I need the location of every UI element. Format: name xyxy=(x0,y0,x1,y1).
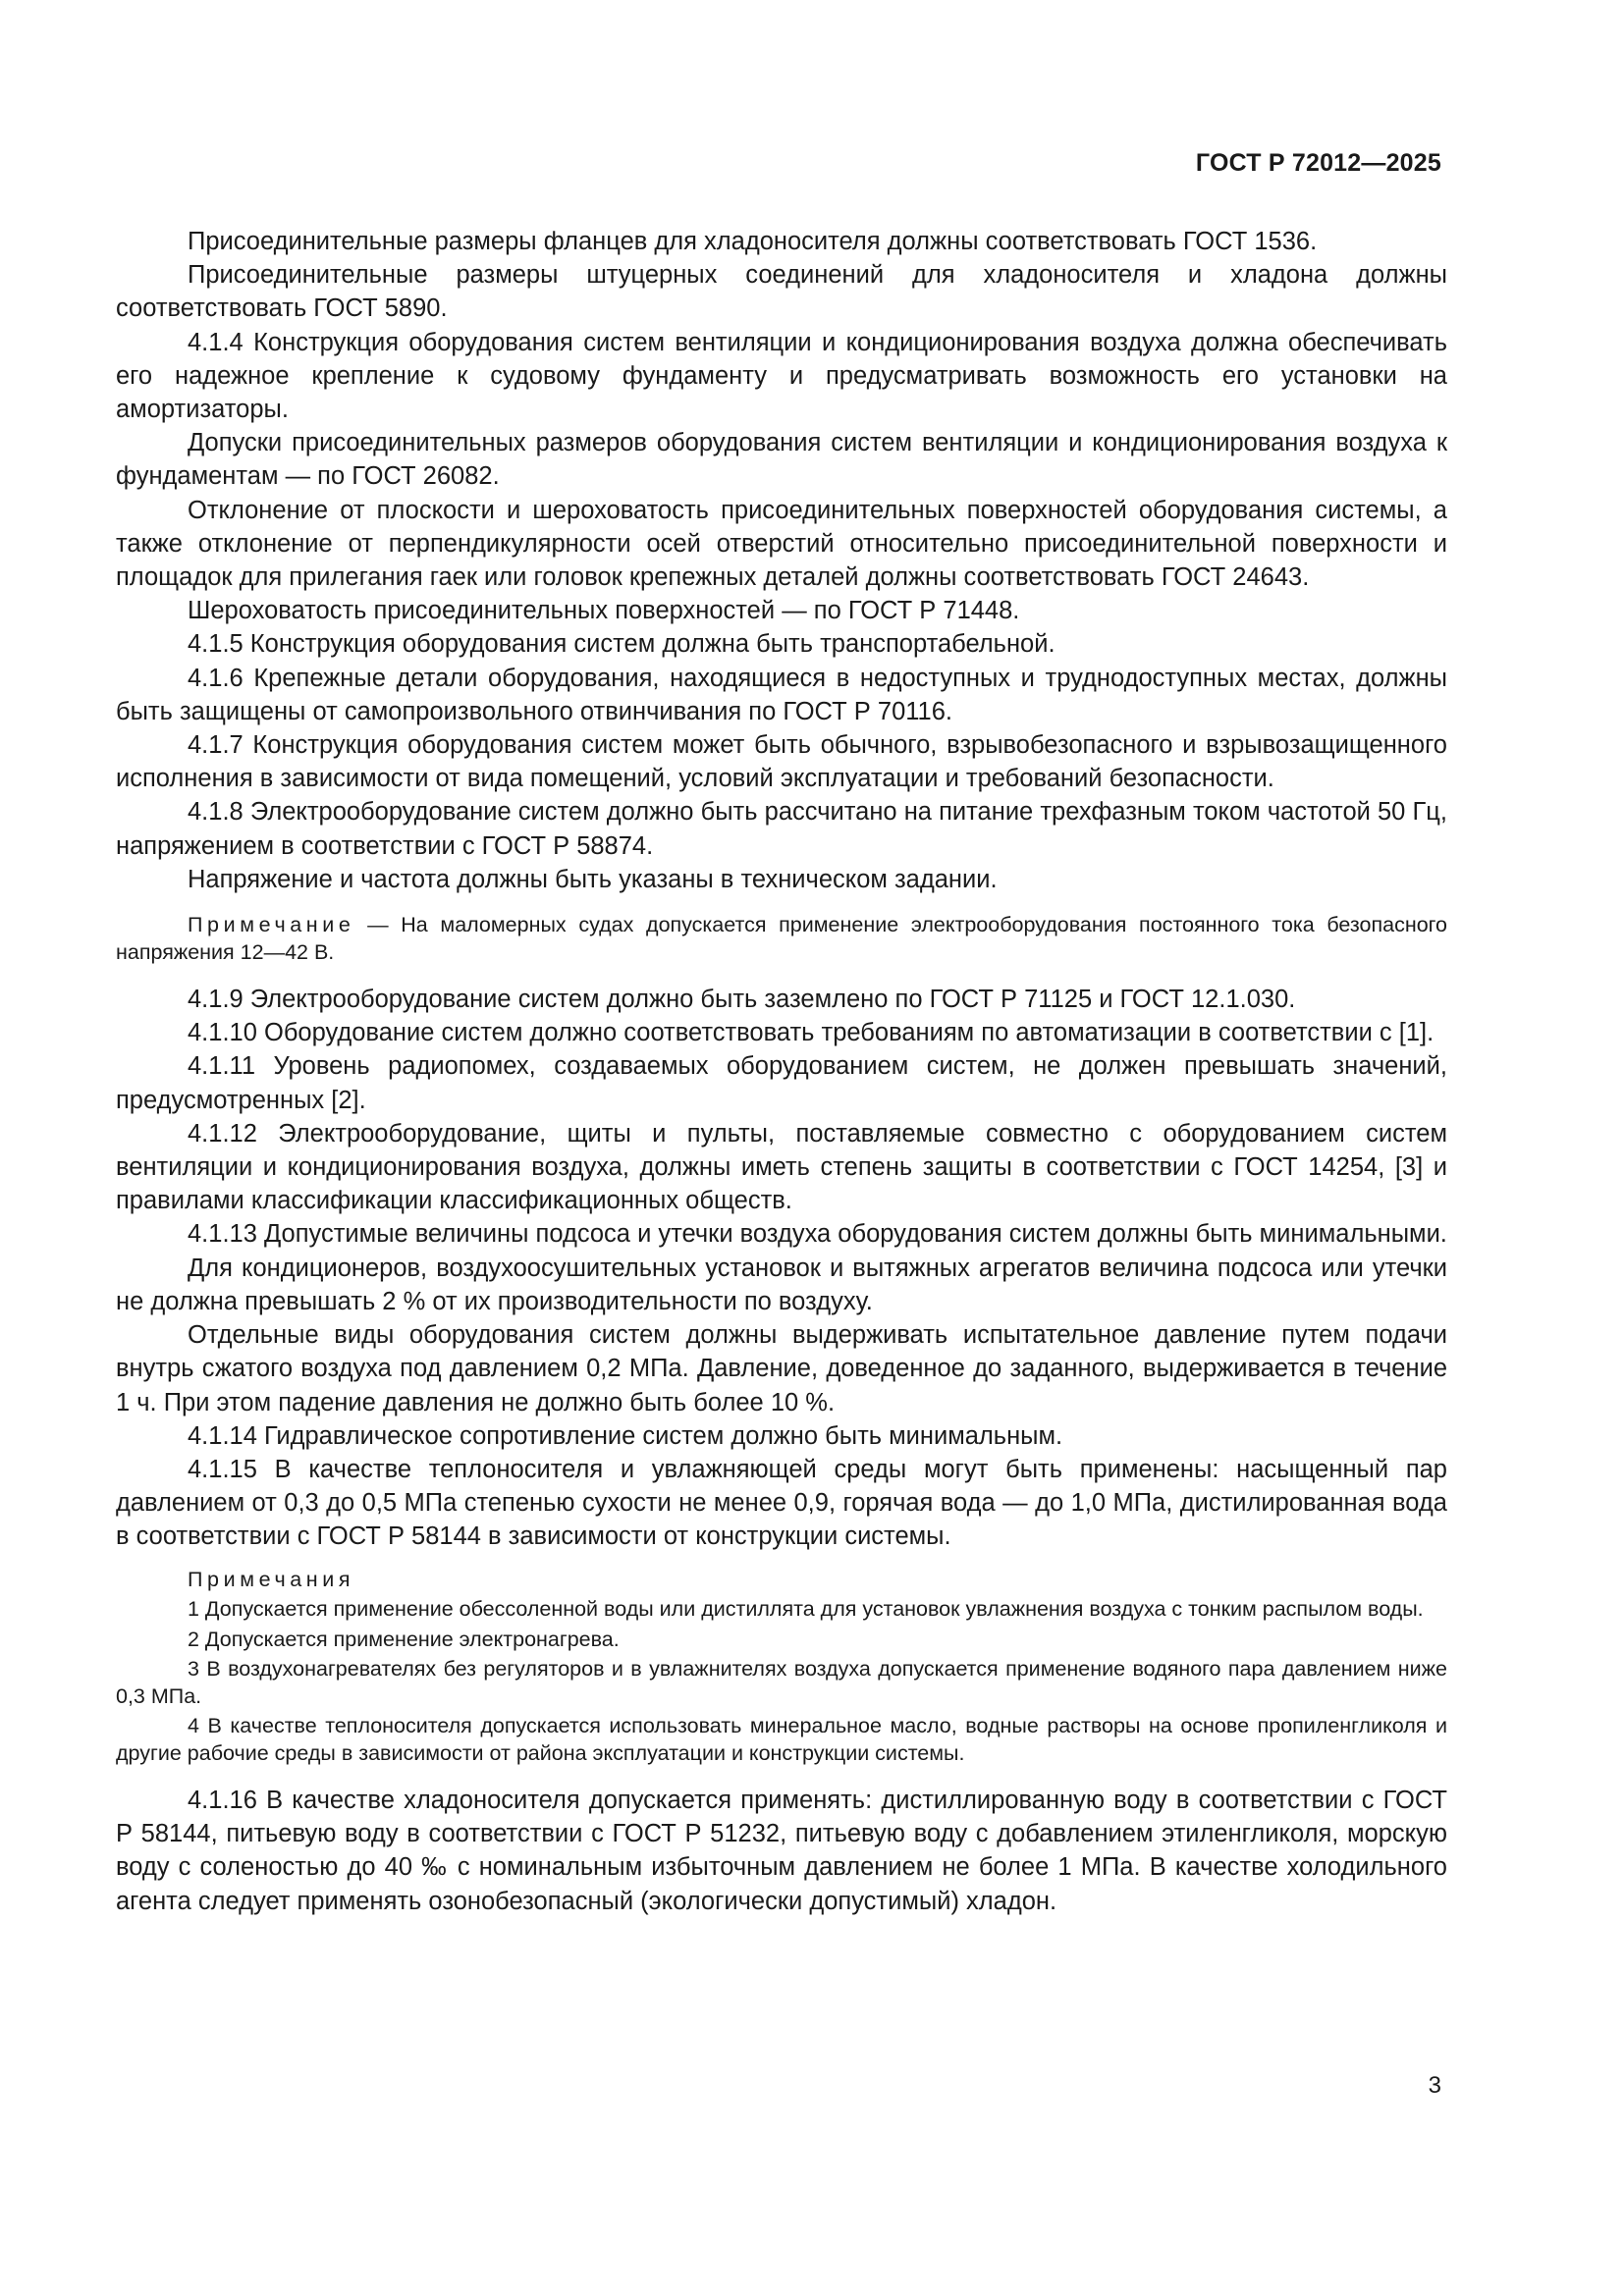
paragraph: Для кондиционеров, воздухоосушительных установок и вытяжных агрегатов величина подсоса или утечки не должна превышать 2 % от их производительности по воздуху. xyxy=(116,1254,1447,1315)
paragraph-4-1-15: 4.1.15 В качестве теплоносителя и увлажняющей среды могут быть применены: насыщенный пар давлением от 0,3 до 0,5 МПа степенью сухости не менее 0,9, горячая вода — до 1,0 МПа, дистилированная вода в соответствии с ГОСТ Р 58144 в зависимости от конструкции системы. xyxy=(116,1455,1447,1551)
paragraph-4-1-11: 4.1.11 Уровень радиопомех, создаваемых оборудованием систем, не должен превышать значений, предусмотренных [2]. xyxy=(116,1052,1447,1114)
paragraph: Шероховатость присоединительных поверхностей — по ГОСТ Р 71448. xyxy=(188,597,1020,625)
paragraph: Допуски присоединительных размеров оборудования систем вентиляции и кондиционирования воздуха к фундаментам — по ГОСТ 26082. xyxy=(116,429,1447,491)
paragraph-4-1-16: 4.1.16 В качестве хладоносителя допускается применять: дистиллированную воду в соответствии с ГОСТ Р 58144, питьевую воду в соответствии с ГОСТ Р 51232, питьевую воду с добавлением этиленгликоля, морскую воду с соленостью до 40 ‰ с номинальным избыточным давлением не более 1 МПа. В качестве холодильного агента следует применять озонобезопасный (экологически допустимый) хладон. xyxy=(116,1787,1447,1915)
document-body xyxy=(116,225,1447,1918)
note xyxy=(116,912,1447,966)
paragraph: Отклонение от плоскости и шероховатость присоединительных поверхностей оборудования системы, а также отклонение от перпендикулярности осей отверстий относительно присоединительной поверхности и площадок для прилегания гаек или головок крепежных деталей должны соответствовать ГОСТ 24643. xyxy=(116,496,1447,592)
paragraph-4-1-7: 4.1.7 Конструкция оборудования систем может быть обычного, взрывобезопасного и взрывозащищенного исполнения в зависимости от вида помещений, условий эксплуатации и требований безопасности. xyxy=(116,731,1447,793)
paragraph-4-1-8: 4.1.8 Электрооборудование систем должно быть рассчитано на питание трехфазным током частотой 50 Гц, напряжением в соответствии с ГОСТ Р 58874. xyxy=(116,798,1447,860)
paragraph: Напряжение и частота должны быть указаны в техническом задании. xyxy=(188,865,998,893)
note-item: 2 Допускается применение электронагрева. xyxy=(188,1627,620,1651)
paragraph-4-1-5: 4.1.5 Конструкция оборудования систем должна быть транспортабельной. xyxy=(188,630,1056,659)
page-number: 3 xyxy=(1428,2072,1441,2099)
paragraph-4-1-9: 4.1.9 Электрооборудование систем должно быть заземлено по ГОСТ Р 71125 и ГОСТ 12.1.030. xyxy=(188,986,1296,1014)
paragraph-4-1-14: 4.1.14 Гидравлическое сопротивление систем должно быть минимальным. xyxy=(188,1421,1063,1450)
note-text: — На маломерных судах допускается применение электрооборудования постоянного тока безопасного напряжения 12—42 В. xyxy=(116,913,1447,964)
paragraph: Присоединительные размеры штуцерных соединений для хладоносителя и хладона должны соответствовать ГОСТ 5890. xyxy=(116,261,1447,323)
paragraph-4-1-10: 4.1.10 Оборудование систем должно соответствовать требованиям по автоматизации в соответствии с [1]. xyxy=(188,1019,1435,1047)
note-item: 4 В качестве теплоносителя допускается использовать минеральное масло, водные растворы на основе пропиленгликоля и другие рабочие среды в зависимости от района эксплуатации и конструкции системы. xyxy=(116,1714,1447,1765)
document-code-header: ГОСТ Р 72012—2025 xyxy=(1195,149,1441,177)
paragraph-4-1-6: 4.1.6 Крепежные детали оборудования, находящиеся в недоступных и труднодоступных местах, должны быть защищены от самопроизвольного отвинчивания по ГОСТ Р 70116. xyxy=(116,664,1447,725)
paragraph: Присоединительные размеры фланцев для хладоносителя должны соответствовать ГОСТ 1536. xyxy=(188,228,1318,255)
note-item: 1 Допускается применение обессоленной воды или дистиллята для установок увлажнения воздуха с тонким распылом воды. xyxy=(188,1597,1424,1622)
notes-block xyxy=(116,1567,1447,1768)
paragraph-4-1-4: 4.1.4 Конструкция оборудования систем вентиляции и кондиционирования воздуха должна обеспечивать его надежное крепление к судовому фундаменту и предусматривать возможность его установки на амортизаторы. xyxy=(116,328,1447,424)
note-block xyxy=(116,912,1447,966)
note-item: 3 В воздухонагревателях без регуляторов и в увлажнителях воздуха допускается применение водяного пара давлением ниже 0,3 МПа. xyxy=(116,1657,1447,1708)
paragraph: Отдельные виды оборудования систем должны выдерживать испытательное давление путем подачи внутрь сжатого воздуха под давлением 0,2 МПа. Давление, доведенное до заданного, выдерживается в течение 1 ч. При этом падение давления не должно быть более 10 %. xyxy=(116,1321,1447,1416)
paragraph-4-1-13: 4.1.13 Допустимые величины подсоса и утечки воздуха оборудования систем должны быть минимальными. xyxy=(188,1220,1447,1249)
notes-label: Примечания xyxy=(188,1567,355,1591)
note-label: Примечание xyxy=(188,913,355,937)
paragraph-4-1-12: 4.1.12 Электрооборудование, щиты и пульты, поставляемые совместно с оборудованием систем вентиляции и кондиционирования воздуха, должны иметь степень защиты в соответствии с ГОСТ 14254, [3] и правилами классификации классификационных обществ. xyxy=(116,1119,1447,1215)
